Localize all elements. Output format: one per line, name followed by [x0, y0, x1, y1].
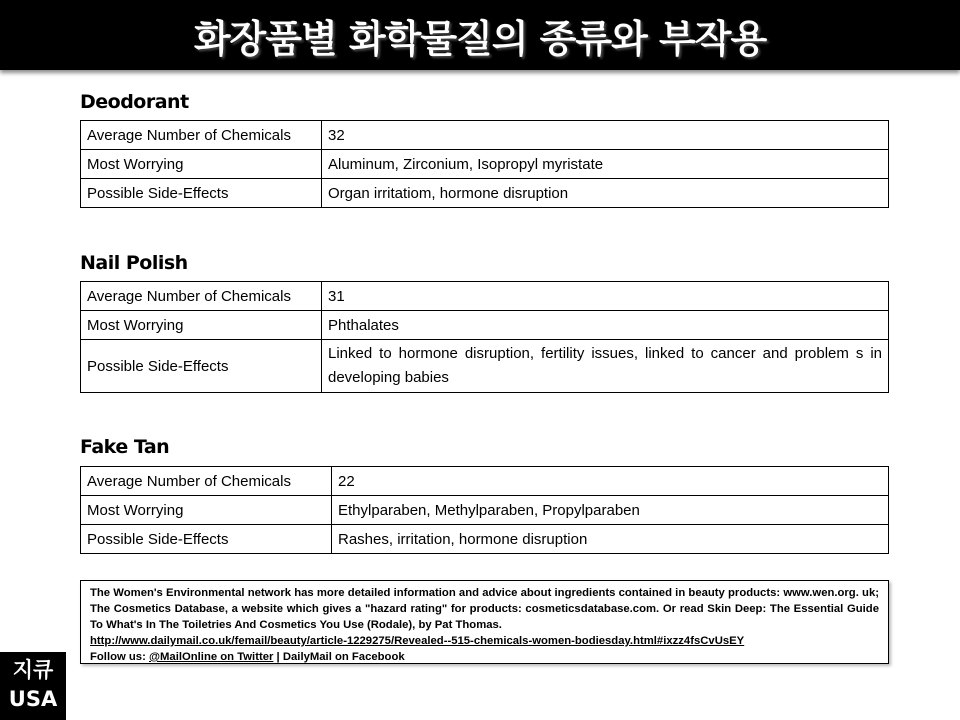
gq-usa-logo: [0, 652, 66, 720]
table-row: [81, 150, 889, 179]
nail-polish-table: [80, 281, 889, 393]
follow-prefix: Follow us:: [90, 651, 149, 663]
row-label: Most Worrying: [81, 496, 332, 525]
row-value: 32: [322, 121, 889, 150]
logo-line-2: USA: [8, 687, 58, 711]
row-label: Average Number of Chemicals: [81, 282, 322, 311]
title-banner: [0, 0, 960, 70]
row-label: Most Worrying: [81, 150, 322, 179]
source-text: The Women's Environmental network has more detailed information and advice about ingredients contained in beauty products: www.wen.org. uk; The Cosmetics Database, a website which gives a "hazard rating" for products: cosmeticsdatabase.com. Or read Skin Deep: The Essential Guide To What's In The Toiletries And Cosmetics You Use (Rodale), by Pat Thomas.: [90, 587, 879, 631]
section-title-deodorant: Deodorant: [80, 91, 189, 113]
table-row: [81, 311, 889, 340]
facebook-text: DailyMail on Facebook: [282, 651, 405, 663]
row-value: Rashes, irritation, hormone disruption: [332, 525, 889, 554]
row-value: Aluminum, Zirconium, Isopropyl myristate: [322, 150, 889, 179]
section-title-nail-polish: Nail Polish: [80, 252, 188, 274]
twitter-link[interactable]: @MailOnline on Twitter: [149, 651, 274, 663]
row-label: Possible Side-Effects: [81, 179, 322, 208]
row-label: Possible Side-Effects: [81, 340, 322, 393]
page-title: 화장품별 화학물질의 종류와 부작용: [193, 16, 767, 61]
row-value: Organ irritatiom, hormone disruption: [322, 179, 889, 208]
row-value: Linked to hormone disruption, fertility issues, linked to cancer and problem s in developing babies: [322, 340, 889, 393]
row-value: Phthalates: [322, 311, 889, 340]
row-label: Average Number of Chemicals: [81, 467, 332, 496]
row-value: Ethylparaben, Methylparaben, Propylparaben: [332, 496, 889, 525]
deodorant-table: [80, 120, 889, 208]
row-value: 31: [322, 282, 889, 311]
follow-separator: |: [273, 651, 283, 663]
table-row: [81, 525, 889, 554]
row-label: Average Number of Chemicals: [81, 121, 322, 150]
table-row: [81, 282, 889, 311]
source-link[interactable]: http://www.dailymail.co.uk/femail/beauty/article-1229275/Revealed--515-chemicals-women-bodiesday.html#ixzz4fsCvUsEY: [90, 635, 745, 647]
row-value: 22: [332, 467, 889, 496]
row-label: Possible Side-Effects: [81, 525, 332, 554]
row-label: Most Worrying: [81, 311, 322, 340]
source-note: [80, 580, 889, 664]
table-row: [81, 179, 889, 208]
section-title-fake-tan: Fake Tan: [80, 436, 170, 458]
table-row: [81, 340, 889, 393]
logo-line-1: 지큐: [12, 658, 54, 682]
follow-line: [90, 649, 879, 665]
table-row: [81, 121, 889, 150]
table-row: [81, 496, 889, 525]
table-row: [81, 467, 889, 496]
fake-tan-table: [80, 466, 889, 554]
